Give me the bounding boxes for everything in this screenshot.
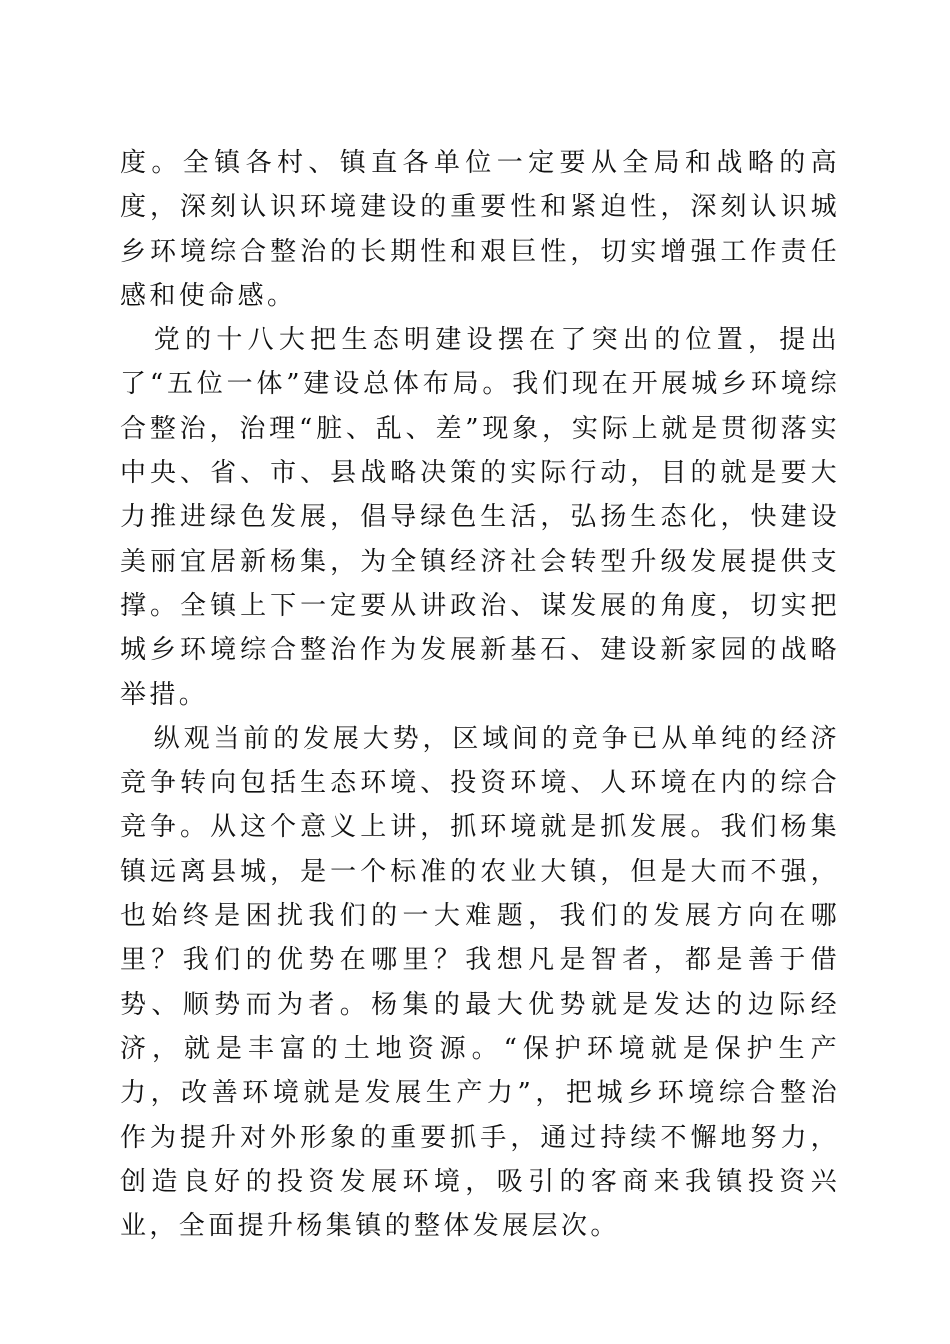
paragraph-3: 纵观当前的发展大势，区域间的竞争已从单纯的经济竞争转向包括生态环境、投资环境、人环境在内的综合竞争。从这个意义上讲，抓环境就是抓发展。我们杨集镇远离县城，是一个标准的农业大镇，但是大而不强，也始终是困扰我们的一大难题，我们的发展方向在哪里？我们的优势在哪里？我想凡是智者，都是善于借势、顺势而为者。杨集的最大优势就是发达的边际经济，就是丰富的土地资源。“保护环境就是保护生产力，改善环境就是发展生产力”，把城乡环境综合整治作为提升对外形象的重要抓手，通过持续不懈地努力，创造良好的投资发展环境，吸引的客商来我镇投资兴业，全面提升杨集镇的整体发展层次。 [120,723,840,1242]
paragraph-1: 度。全镇各村、镇直各单位一定要从全局和战略的高度，深刻认识环境建设的重要性和紧迫性，深刻认识城乡环境综合整治的长期性和艰巨性，切实增强工作责任感和使命感。 [120,148,840,311]
document-body [120,141,840,1248]
paragraph-2: 党的十八大把生态明建设摆在了突出的位置，提出了“五位一体”建设总体布局。我们现在开展城乡环境综合整治，治理“脏、乱、差”现象，实际上就是贯彻落实中央、省、市、县战略决策的实际行动，目的就是要大力推进绿色发展，倡导绿色生活，弘扬生态化，快建设美丽宜居新杨集，为全镇经济社会转型升级发展提供支撑。全镇上下一定要从讲政治、谋发展的角度，切实把城乡环境综合整治作为发展新基石、建设新家园的战略举措。 [120,325,840,710]
